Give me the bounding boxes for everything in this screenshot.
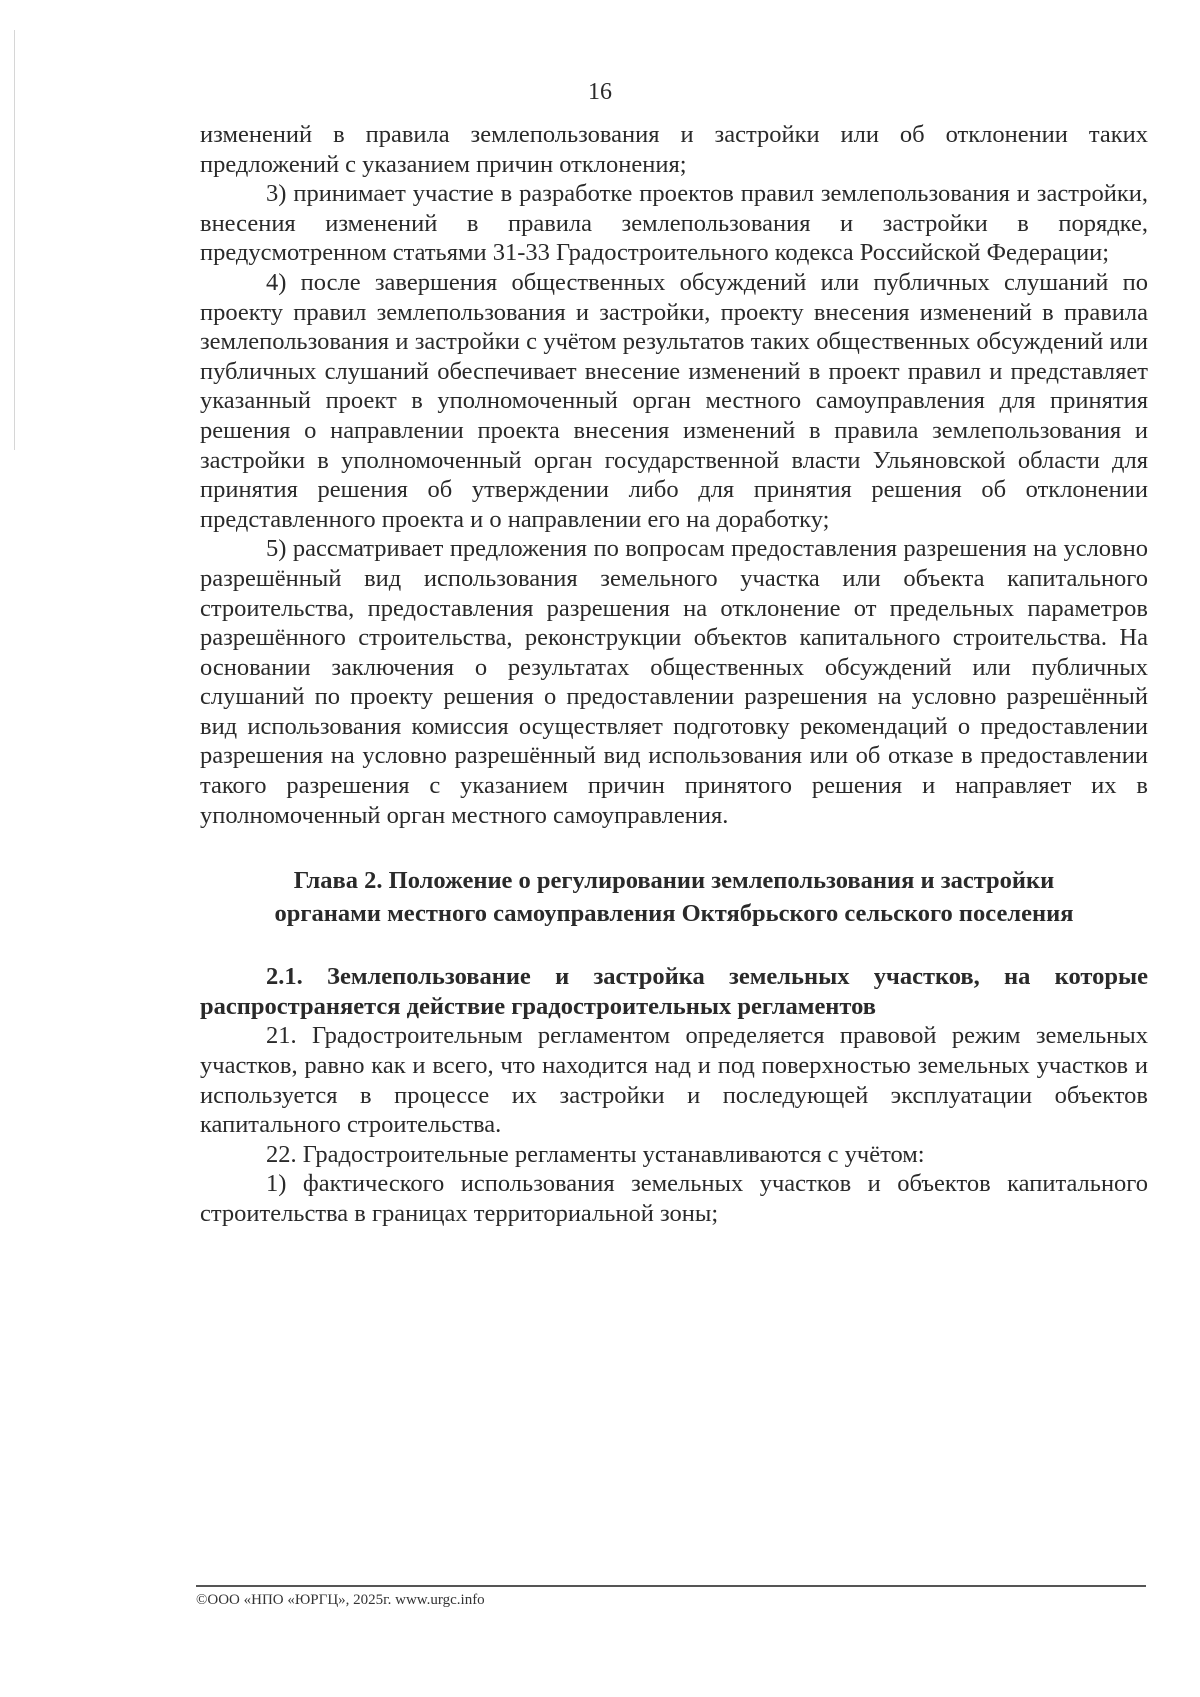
section-heading: 2.1. Землепользование и застройка земельных участков, на которые распространяется действие градостроительных регламентов xyxy=(200,963,1148,1020)
footer-divider xyxy=(196,1585,1146,1587)
paragraph-22: 22. Градостроительные регламенты устанавливаются с учётом: xyxy=(266,1140,925,1168)
paragraph-item-5: 5) рассматривает предложения по вопросам предоставления разрешения на условно разрешённый вид использования земельного участка или объекта капитального строительства, предоставления разрешения на отклонение от предельных параметров разрешённого строительства, реконструкции объектов капитального строительства. На основании заключения о результатах общественных обсуждений или публичных слушаний по проекту решения о предоставлении разрешения на условно разрешённый вид использования комиссия осуществляет подготовку рекомендаций о предоставлении разрешения на условно разрешённый вид использования или об отказе в предоставлении такого разрешения с указанием причин принятого решения и направляет их в уполномоченный орган местного самоуправления. xyxy=(200,535,1148,829)
paragraph-item-4: 4) после завершения общественных обсуждений или публичных слушаний по проекту правил землепользования и застройки, проекту внесения изменений в правила землепользования и застройки с учётом результатов таких общественных обсуждений или публичных слушаний обеспечивает внесение изменений в проект правил и представляет указанный проект в уполномоченный орган местного самоуправления для принятия решения о направлении проекта внесения изменений в правила землепользования и застройки в уполномоченный орган государственной власти Ульяновской области для принятия решения об утверждении либо для принятия решения об отклонении представленного проекта и о направлении его на доработку; xyxy=(200,268,1148,533)
paragraph-22-item-1: 1) фактического использования земельных участков и объектов капитального строительства в границах территориальной зоны; xyxy=(200,1170,1148,1227)
paragraph-continuation: изменений в правила землепользования и застройки или об отклонении таких предложений с указанием причин отклонения; xyxy=(200,121,1148,178)
chapter-heading-line-1: Глава 2. Положение о регулировании землепользования и застройки xyxy=(293,867,1055,895)
chapter-heading xyxy=(200,864,1148,930)
paragraph-21: 21. Градостроительным регламентом определяется правовой режим земельных участков, равно как и всего, что находится над и под поверхностью земельных участков и используется в процессе их застройки и последующей эксплуатации объектов капитального строительства. xyxy=(200,1022,1148,1139)
paragraph-item-3: 3) принимает участие в разработке проектов правил землепользования и застройки, внесения изменений в правила землепользования и застройки в порядке, предусмотренном статьями 31-33 Градостроительного кодекса Российской Федерации; xyxy=(200,180,1148,267)
page-number: 16 xyxy=(588,79,612,105)
footer-copyright: ©ООО «НПО «ЮРГЦ», 2025г. www.urgc.info xyxy=(196,1592,485,1608)
chapter-heading-line-2: органами местного самоуправления Октябрьского сельского поселения xyxy=(274,900,1074,928)
document-body xyxy=(200,120,1148,1229)
